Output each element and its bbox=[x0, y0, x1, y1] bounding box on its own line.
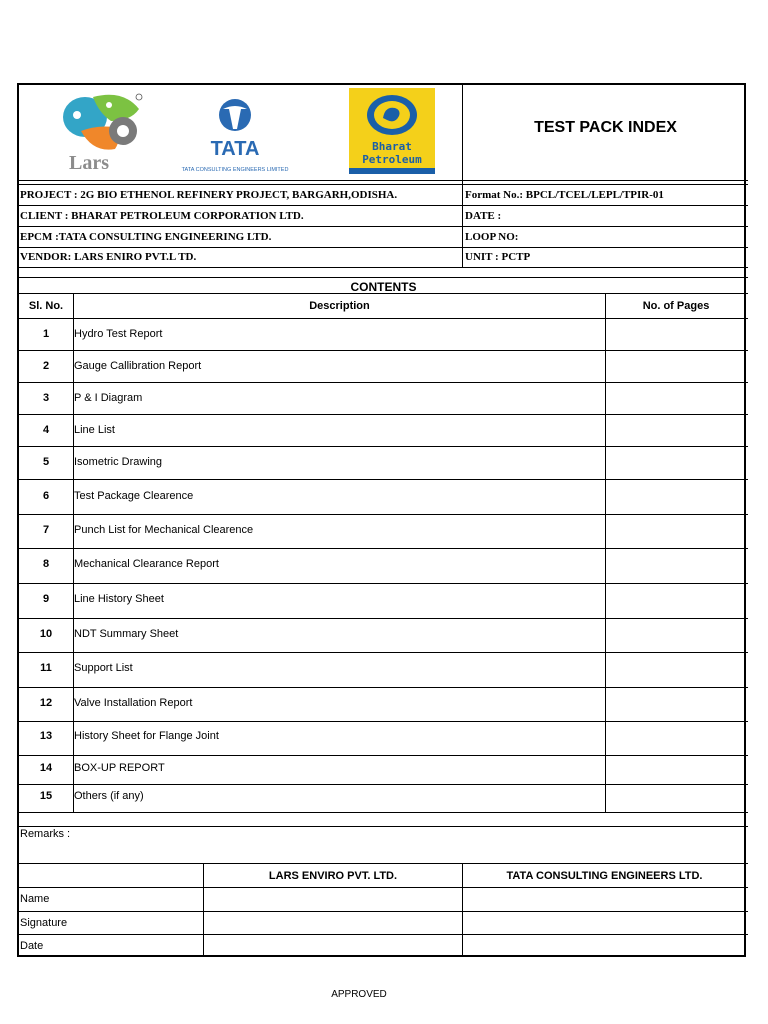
row-description: Line History Sheet bbox=[74, 593, 164, 605]
bp-logo-text-line1: Bharat bbox=[372, 140, 412, 153]
bharat-petroleum-logo-graphic bbox=[349, 88, 435, 174]
rule bbox=[19, 514, 748, 515]
rule bbox=[19, 652, 748, 653]
project-field: PROJECT : 2G BIO ETHENOL REFINERY PROJECT, BARGARH,ODISHA. bbox=[20, 189, 398, 201]
loop-no-field: LOOP NO: bbox=[465, 231, 519, 243]
row-description: Others (if any) bbox=[74, 790, 144, 802]
format-no-field: Format No.: BPCL/TCEL/LEPL/TPIR-01 bbox=[465, 189, 664, 201]
rule bbox=[19, 446, 748, 447]
row-number: 1 bbox=[42, 328, 50, 340]
lars-logo-text: Lars bbox=[69, 152, 109, 174]
unit-field: UNIT : PCTP bbox=[465, 251, 531, 263]
signoff-signature-label: Signature bbox=[20, 917, 68, 929]
row-description: P & I Diagram bbox=[74, 392, 143, 404]
rule bbox=[19, 755, 748, 756]
lars-logo-graphic bbox=[53, 91, 143, 175]
row-number: 8 bbox=[42, 558, 50, 570]
row-number: 3 bbox=[42, 392, 50, 404]
row-number: 4 bbox=[42, 424, 50, 436]
page-title: TEST PACK INDEX bbox=[534, 119, 677, 136]
rule bbox=[19, 205, 748, 206]
lars-logo bbox=[53, 91, 143, 175]
column-header-sl-no: Sl. No. bbox=[28, 300, 64, 312]
client-field: CLIENT : BHARAT PETROLEUM CORPORATION LTD. bbox=[20, 210, 304, 222]
rule bbox=[19, 887, 748, 888]
column-header-description: Description bbox=[309, 300, 370, 312]
row-description: Gauge Callibration Report bbox=[74, 360, 202, 372]
rule bbox=[19, 277, 748, 278]
rule bbox=[19, 414, 748, 415]
rule bbox=[19, 247, 748, 248]
column-header-pages: No. of Pages bbox=[642, 300, 710, 312]
row-number: 6 bbox=[42, 490, 50, 502]
rule bbox=[19, 826, 748, 827]
rule bbox=[19, 184, 748, 185]
epcm-field: EPCM :TATA CONSULTING ENGINEERING LTD. bbox=[20, 231, 272, 243]
row-number: 13 bbox=[39, 730, 53, 742]
rule bbox=[19, 721, 748, 722]
vendor-field: VENDOR: LARS ENIRO PVT.L TD. bbox=[20, 251, 197, 263]
row-number: 2 bbox=[42, 360, 50, 372]
tata-logo-graphic bbox=[181, 97, 289, 175]
contents-heading: CONTENTS bbox=[350, 280, 417, 294]
rule bbox=[19, 863, 748, 864]
bp-logo-text-line2: Petroleum bbox=[362, 153, 422, 166]
rule bbox=[19, 382, 748, 383]
bharat-petroleum-logo bbox=[349, 88, 435, 174]
row-description: Line List bbox=[74, 424, 115, 436]
rule bbox=[19, 583, 748, 584]
rule bbox=[19, 687, 748, 688]
rule bbox=[19, 618, 748, 619]
rule bbox=[19, 911, 748, 912]
signoff-header-tata: TATA CONSULTING ENGINEERS LTD. bbox=[506, 870, 703, 882]
row-number: 12 bbox=[39, 697, 53, 709]
tata-logo-text: TATA bbox=[210, 138, 260, 160]
rule bbox=[19, 350, 748, 351]
rule bbox=[19, 812, 748, 813]
rule bbox=[19, 784, 748, 785]
rule bbox=[19, 180, 748, 181]
remarks-label: Remarks : bbox=[20, 828, 71, 840]
rule bbox=[19, 226, 748, 227]
rule bbox=[605, 293, 606, 812]
rule bbox=[19, 479, 748, 480]
row-number: 7 bbox=[42, 524, 50, 536]
row-number: 11 bbox=[40, 662, 52, 674]
tata-logo-subtext: TATA CONSULTING ENGINEERS LIMITED bbox=[181, 167, 289, 173]
signoff-date-label: Date bbox=[20, 940, 44, 952]
rule bbox=[19, 934, 748, 935]
approved-footer: APPROVED bbox=[331, 989, 387, 1000]
row-description: NDT Summary Sheet bbox=[74, 628, 179, 640]
row-description: Test Package Clearence bbox=[74, 490, 194, 502]
tata-logo bbox=[181, 97, 289, 175]
test-pack-index-form bbox=[17, 83, 746, 957]
row-description: Mechanical Clearance Report bbox=[74, 558, 219, 570]
row-number: 9 bbox=[42, 593, 50, 605]
signoff-header-lars: LARS ENVIRO PVT. LTD. bbox=[268, 870, 398, 882]
row-number: 15 bbox=[39, 790, 53, 802]
rule bbox=[19, 548, 748, 549]
rule bbox=[19, 267, 748, 268]
header-divider bbox=[462, 85, 463, 267]
row-description: History Sheet for Flange Joint bbox=[74, 730, 219, 742]
row-number: 14 bbox=[39, 762, 53, 774]
signoff-name-label: Name bbox=[20, 893, 50, 905]
row-number: 5 bbox=[42, 456, 50, 468]
row-description: Support List bbox=[74, 662, 133, 674]
row-description: BOX-UP REPORT bbox=[74, 762, 165, 774]
row-description: Valve Installation Report bbox=[74, 697, 193, 709]
rule bbox=[19, 318, 748, 319]
row-description: Isometric Drawing bbox=[74, 456, 163, 468]
date-field: DATE : bbox=[465, 210, 502, 222]
row-description: Punch List for Mechanical Clearence bbox=[74, 524, 254, 536]
row-description: Hydro Test Report bbox=[74, 328, 163, 340]
row-number: 10 bbox=[39, 628, 53, 640]
